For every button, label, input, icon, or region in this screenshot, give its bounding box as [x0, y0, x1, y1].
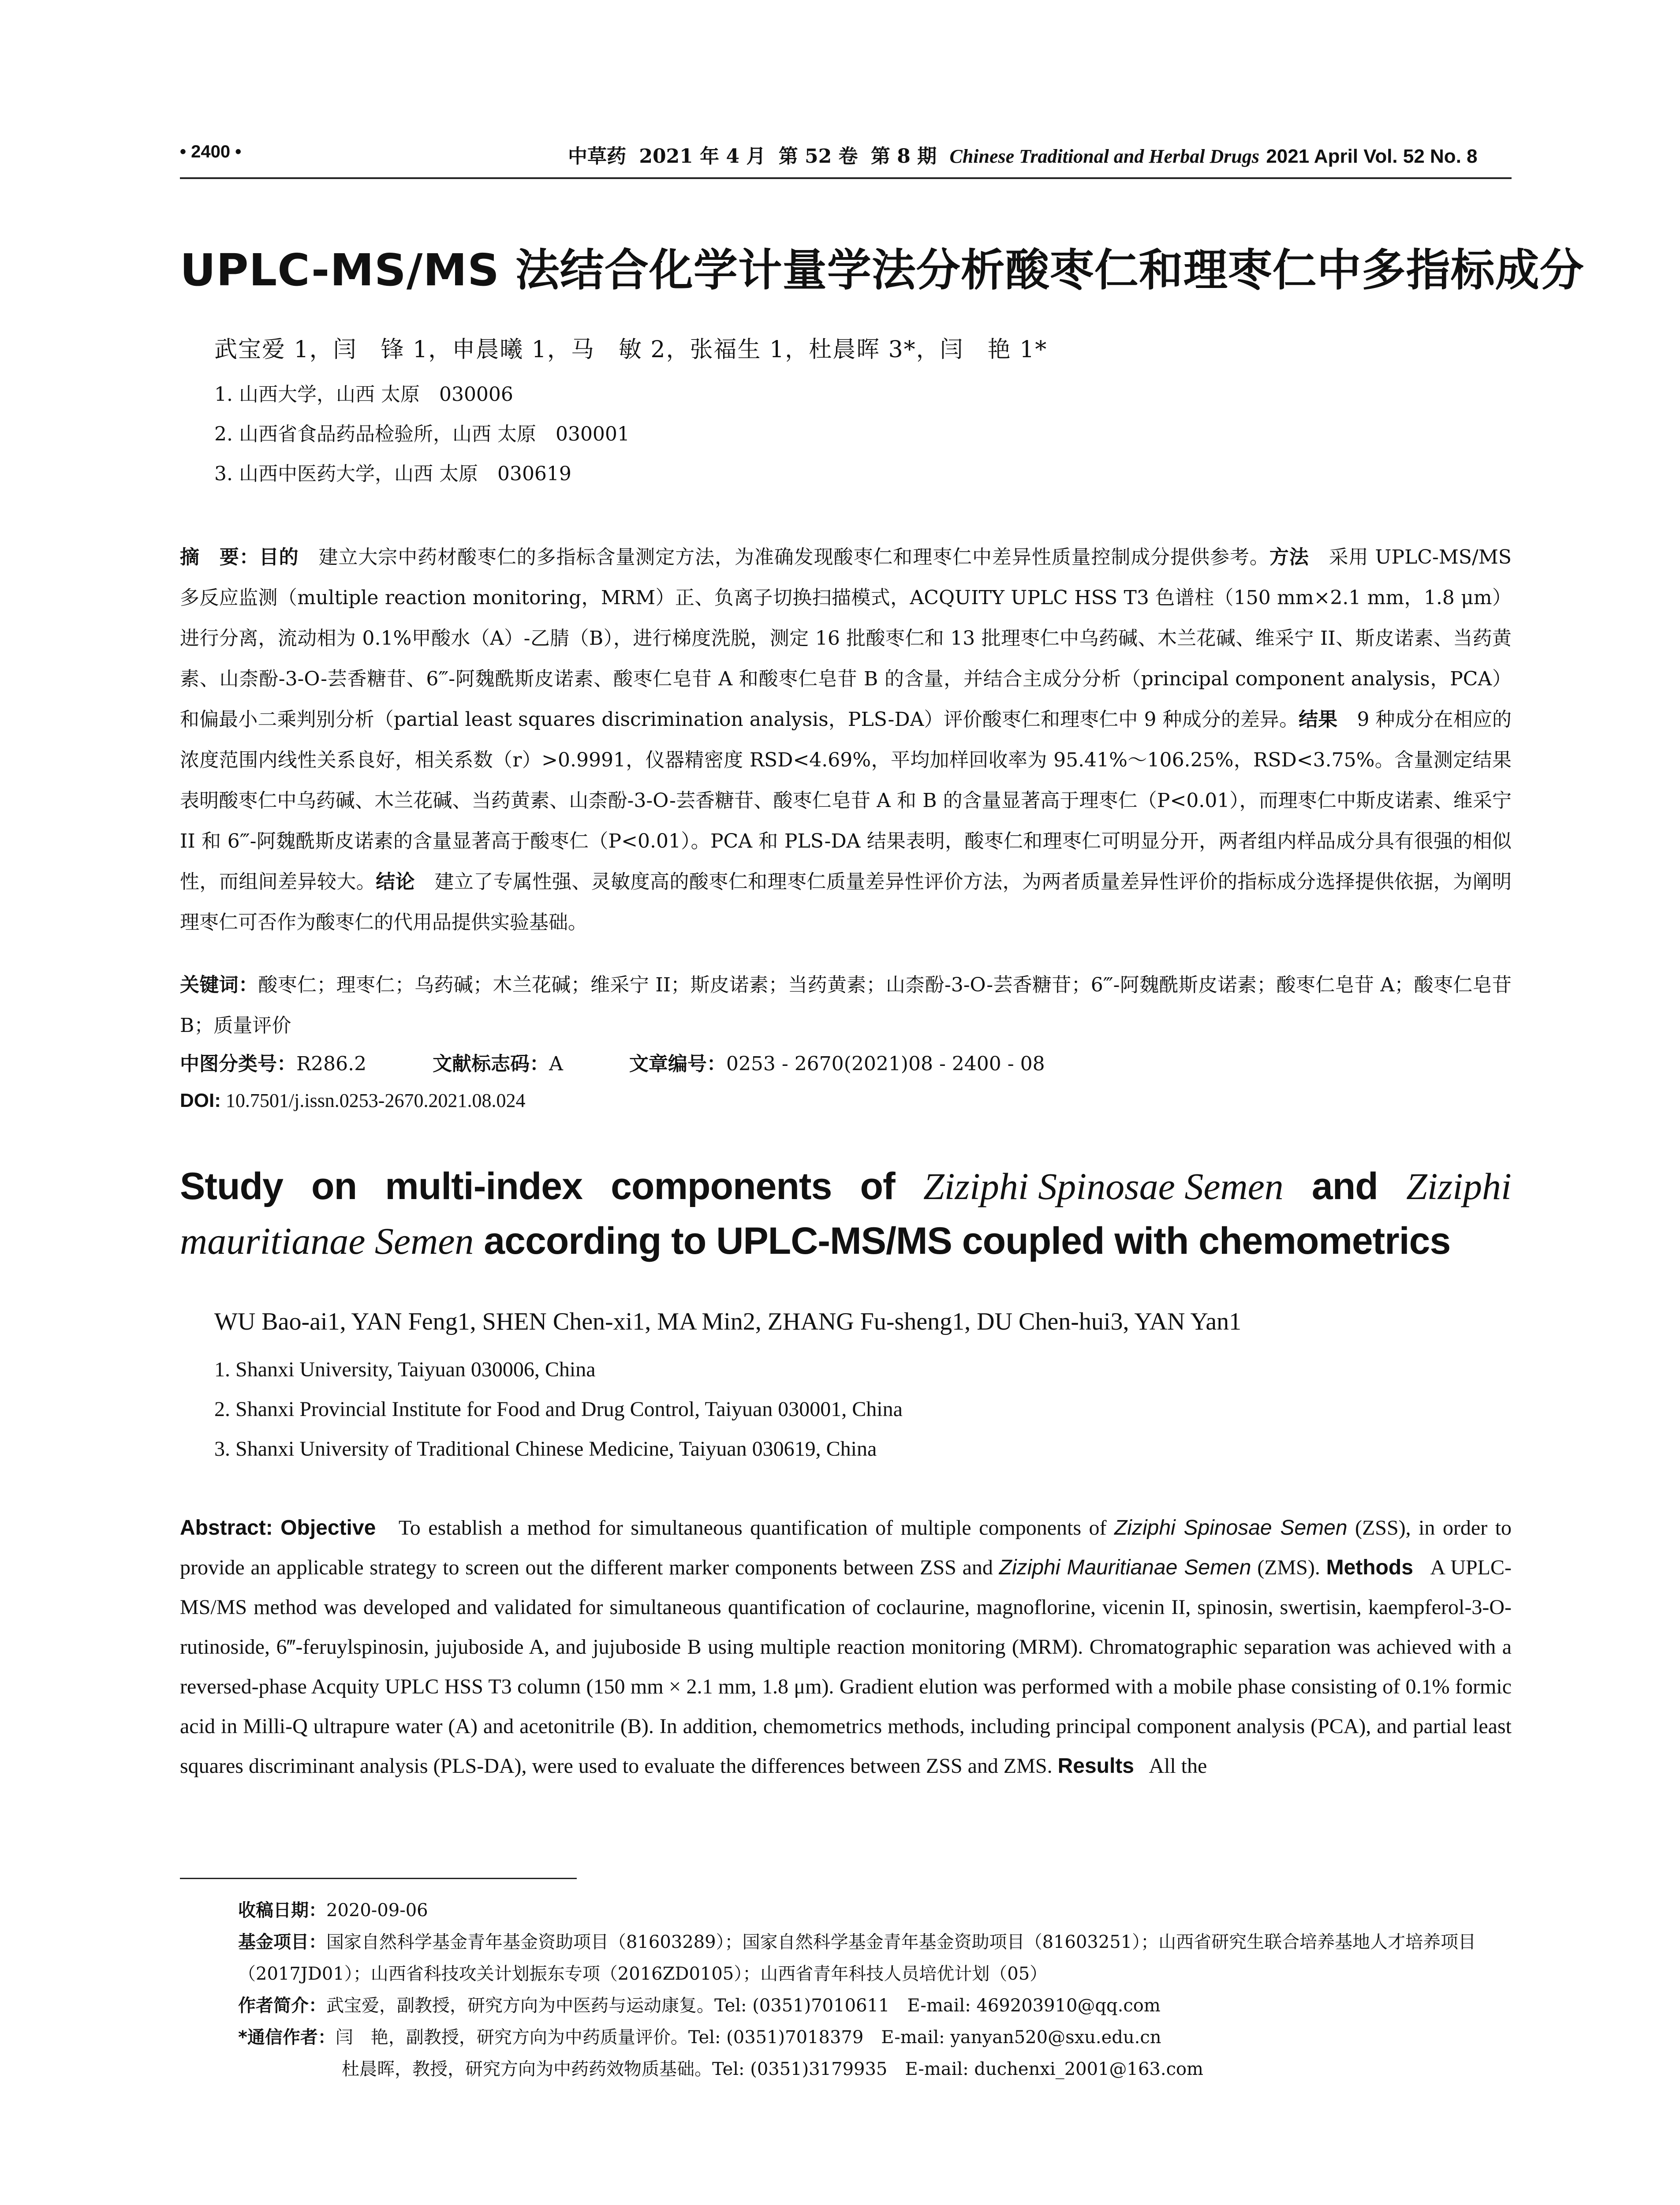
title-en: [180, 1159, 1512, 1268]
title-en-line-1: Study on multi-index components of Ziziphi Spinosae Semen and Ziziphi: [180, 1165, 1512, 1207]
objective-en-b: (ZSS), in order to provide an applicable strategy to screen out the different marker components between ZSS and: [180, 1516, 1512, 1579]
authors-cn: 武宝爱 1，闫 锋 1，申晨曦 1，马 敏 2，张福生 1，杜晨晖 3*，闫 艳 1*: [214, 336, 1048, 363]
classification-line: [180, 1048, 1045, 1076]
author-bio: 作者简介：武宝爱，副教授，研究方向为中医药与运动康复。Tel: (0351)7010611 E-mail: 469203910@qq.com: [238, 1996, 1161, 2016]
header-rule: [180, 177, 1512, 179]
journal-citation: [568, 140, 1484, 168]
objective-label-en: Objective: [280, 1516, 376, 1540]
abstract-cn: [180, 537, 1512, 943]
affiliation-en-2: 2. Shanxi Provincial Institute for Food and Drug Control, Taiyuan 030001, China: [214, 1398, 903, 1421]
results-en: All the: [1149, 1754, 1207, 1778]
affiliation-cn-1: 1. 山西大学，山西 太原 030006: [214, 383, 513, 406]
doc-code-value: A: [549, 1053, 563, 1075]
issue-en: 2021 April Vol. 52 No. 8: [1266, 146, 1478, 167]
conclusion-cn: 建立了专属性强、灵敏度高的酸枣仁和理枣仁质量差异性评价方法，为两者质量差异性评价的指标成分选择提供依据，为阐明理枣仁可否作为酸枣仁的代用品提供实验基础。: [180, 871, 1512, 934]
corresponding-authors: *通信作者：闫 艳，副教授，研究方向为中药质量评价。Tel: (0351)7018379 E-mail: yanyan520@sxu.edu.cn 杜晨晖，教授，研究方向为中药药效物质基础。Tel: (0351)3179935 E-mail: duchenxi_2001@163.com: [238, 2027, 1203, 2079]
title-cn: UPLC-MS/MS 法结合化学计量学法分析酸枣仁和理枣仁中多指标成分: [180, 244, 1584, 296]
objective-cn: 建立大宗中药材酸枣仁的多指标含量测定方法，为准确发现酸枣仁和理枣仁中差异性质量控制成分提供参考。: [318, 546, 1269, 568]
article-no-label: 文章编号：: [629, 1053, 726, 1075]
title-en-line-2: mauritianae Semen according to UPLC-MS/MS coupled with chemometrics: [180, 1220, 1451, 1262]
objective-en-c: (ZMS).: [1257, 1556, 1320, 1579]
results-label-cn: 结果: [1299, 708, 1338, 731]
article-no-value: 0253 - 2670(2021)08 - 2400 - 08: [726, 1053, 1045, 1075]
doi-label: DOI:: [180, 1090, 221, 1111]
abstract-label-en: Abstract:: [180, 1516, 273, 1540]
conclusion-label-cn: 结论: [376, 871, 415, 893]
doi-link[interactable]: 10.7501/j.issn.0253-2670.2021.08.024: [225, 1090, 526, 1111]
zss-name: Ziziphi Spinosae Semen: [1114, 1516, 1348, 1540]
doi-line: [180, 1089, 525, 1112]
received-date: 收稿日期：2020-09-06: [238, 1900, 428, 1921]
methods-cn: 采用 UPLC-MS/MS 多反应监测（multiple reaction monitoring，MRM）正、负离子切换扫描模式，ACQUITY UPLC HSS T3 色谱柱（150 mm×2.1 mm，1.8 μm）进行分离，流动相为 0.1%甲酸水（A）-乙腈（B），进行梯度洗脱，测定 16 批酸枣仁和 13 批理枣仁中乌药碱、木兰花碱、维采宁 II、斯皮诺素、当药黄素、山柰酚-3-O-芸香糖苷、6‴-阿魏酰斯皮诺素、酸枣仁皂苷 A 和酸枣仁皂苷 B 的含量，并结合主成分分析（principal component analysis，PCA）和偏最小二乘判别分析（partial least squares discrimination analysis，PLS-DA）评价酸枣仁和理枣仁中 9 种成分的差异。: [180, 546, 1512, 731]
page-number: • 2400 •: [180, 142, 242, 161]
keywords-cn: [180, 965, 1512, 1046]
journal-name-en: Chinese Traditional and Herbal Drugs: [949, 146, 1259, 167]
authors-en: WU Bao-ai1, YAN Feng1, SHEN Chen-xi1, MA Min2, ZHANG Fu-sheng1, DU Chen-hui3, YAN Yan1: [214, 1308, 1242, 1335]
zms-name: Ziziphi Mauritianae Semen: [999, 1556, 1251, 1579]
clc-label: 中图分类号：: [180, 1053, 296, 1075]
affiliation-cn-2: 2. 山西省食品药品检验所，山西 太原 030001: [214, 423, 630, 445]
methods-en: A UPLC-MS/MS method was developed and validated for simultaneous quantification of coclaurine, magnoflorine, vicenin II, spinosin, swertisin, kaempferol-3-O-rutinoside, 6‴-feruylspinosin, jujuboside A, and jujuboside B using multiple reaction monitoring (MRM). Chromatographic separation was achieved with a reversed-phase Acquity UPLC HSS T3 column (150 mm × 2.1 mm, 1.8 μm). Gradient elution was performed with a mobile phase consisting of 0.1% formic acid in Milli-Q ultrapure water (A) and acetonitrile (B). In addition, chemometrics methods, including principal component analysis (PCA), and partial least squares discriminant analysis (PLS-DA), were used to evaluate the differences between ZSS and ZMS.: [180, 1556, 1512, 1778]
objective-en-a: To establish a method for simultaneous quantification of multiple components of: [398, 1516, 1107, 1540]
journal-name-cn: 中草药: [568, 145, 626, 168]
results-cn: 9 种成分在相应的浓度范围内线性关系良好，相关系数（r）>0.9991，仪器精密度 RSD<4.69%，平均加样回收率为 95.41%～106.25%，RSD<3.75%。含量测定结果表明酸枣仁中乌药碱、木兰花碱、当药黄素、山柰酚-3-O-芸香糖苷、酸枣仁皂苷 A 和 B 的含量显著高于理枣仁（P<0.01），而理枣仁中斯皮诺素、维采宁 II 和 6‴-阿魏酰斯皮诺素的含量显著高于酸枣仁（P<0.01）。PCA 和 PLS-DA 结果表明，酸枣仁和理枣仁可明显分开，两者组内样品成分具有很强的相似性，而组间差异较大。: [180, 708, 1512, 893]
affiliation-en-1: 1. Shanxi University, Taiyuan 030006, China: [214, 1358, 596, 1381]
funding-note: 基金项目：国家自然科学基金青年基金资助项目（81603289）；国家自然科学基金青年基金资助项目（81603251）；山西省研究生联合培养基地人才培养项目（2017JD01）；山西省科技攻关计划振东专项（2016ZD0105）；山西省青年科技人员培优计划（05）: [238, 1932, 1476, 1984]
clc-value: R286.2: [296, 1053, 367, 1075]
issue-cn: 第 8 期: [870, 145, 937, 168]
issue-date-cn: 2021 年 4 月: [639, 145, 766, 168]
footnote-rule: [180, 1878, 577, 1879]
doc-code-label: 文献标志码：: [433, 1053, 549, 1075]
keywords-label-cn: 关键词：: [180, 974, 258, 996]
methods-label-cn: 方法: [1269, 546, 1309, 568]
affiliation-cn-3: 3. 山西中医药大学，山西 太原 030619: [214, 463, 571, 485]
abstract-en: [180, 1508, 1512, 1786]
affiliation-en-3: 3. Shanxi University of Traditional Chinese Medicine, Taiyuan 030619, China: [214, 1437, 877, 1461]
volume-cn: 第 52 卷: [778, 145, 858, 168]
running-header: [180, 142, 1512, 173]
methods-label-en: Methods: [1326, 1556, 1413, 1579]
abstract-label-cn: 摘 要：: [180, 546, 259, 568]
objective-label-cn: 目的: [259, 546, 299, 568]
results-label-en: Results: [1057, 1754, 1134, 1778]
keywords-list-cn: 酸枣仁；理枣仁；乌药碱；木兰花碱；维采宁 II；斯皮诺素；当药黄素；山柰酚-3-O-芸香糖苷；6‴-阿魏酰斯皮诺素；酸枣仁皂苷 A；酸枣仁皂苷 B；质量评价: [180, 974, 1512, 1037]
